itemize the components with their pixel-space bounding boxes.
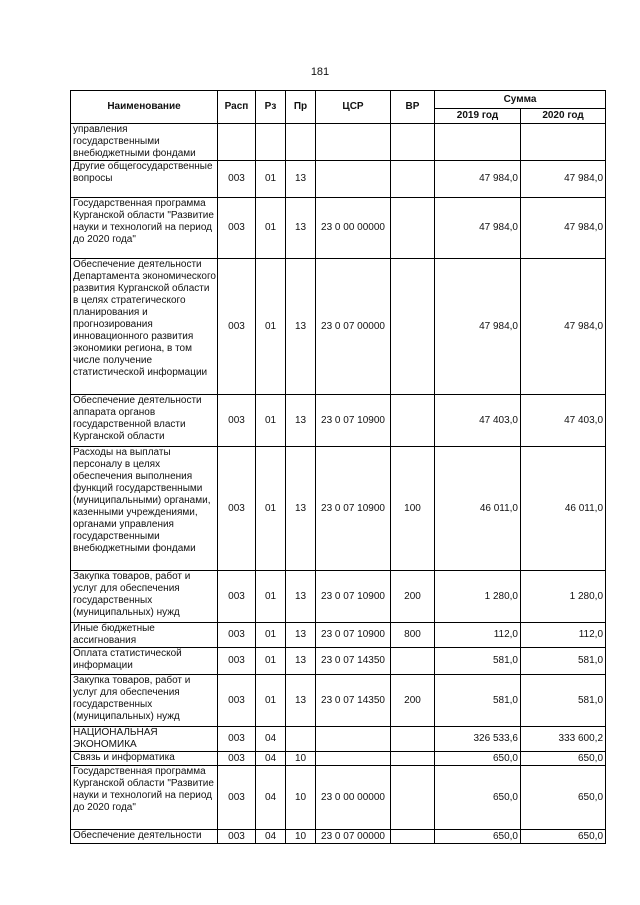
row-pr: 13 (286, 198, 316, 259)
row-rz: 01 (256, 447, 286, 571)
row-rasp: 003 (218, 648, 256, 675)
table-row (71, 571, 606, 623)
row-sum-2019: 47 984,0 (435, 259, 521, 395)
table-row (71, 124, 606, 161)
row-name: Государственная программа Курганской области "Развитие науки и технологий на период до 2020 года" (71, 766, 218, 830)
row-csr: 23 0 07 00000 (316, 830, 391, 844)
row-csr (316, 124, 391, 161)
row-sum-2020: 46 011,0 (521, 447, 606, 571)
row-sum-2020: 650,0 (521, 752, 606, 766)
table-row (71, 161, 606, 198)
row-sum-2019: 47 984,0 (435, 161, 521, 198)
row-vr (391, 648, 435, 675)
row-rz: 01 (256, 623, 286, 648)
row-pr: 13 (286, 395, 316, 447)
row-rz: 01 (256, 675, 286, 727)
row-sum-2020: 650,0 (521, 830, 606, 844)
row-sum-2020: 47 984,0 (521, 161, 606, 198)
row-name: Другие общегосударственные вопросы (71, 161, 218, 198)
row-sum-2020: 47 403,0 (521, 395, 606, 447)
row-rasp: 003 (218, 571, 256, 623)
row-rasp: 003 (218, 675, 256, 727)
row-sum-2019: 650,0 (435, 766, 521, 830)
row-rasp: 003 (218, 766, 256, 830)
row-name: Обеспечение деятельности (71, 830, 218, 844)
row-name: Закупка товаров, работ и услуг для обеспечения государственных (муниципальных) нужд (71, 675, 218, 727)
row-name: Оплата статистической информации (71, 648, 218, 675)
row-rasp: 003 (218, 198, 256, 259)
row-rasp: 003 (218, 395, 256, 447)
row-rasp: 003 (218, 830, 256, 844)
row-csr: 23 0 07 14350 (316, 648, 391, 675)
row-rz: 01 (256, 161, 286, 198)
row-name: Обеспечение деятельности Департамента экономического развития Курганской области в целях стратегического планирования и прогнозирования инновационного развития экономики региона, в том числе получение статистической информации (71, 259, 218, 395)
row-vr (391, 830, 435, 844)
row-vr: 100 (391, 447, 435, 571)
row-csr: 23 0 00 00000 (316, 766, 391, 830)
row-vr (391, 395, 435, 447)
table-row (71, 648, 606, 675)
row-rz: 04 (256, 727, 286, 752)
row-csr: 23 0 00 00000 (316, 198, 391, 259)
table-row (71, 766, 606, 830)
row-rz (256, 124, 286, 161)
row-vr (391, 766, 435, 830)
header-vr: ВР (391, 91, 435, 124)
row-sum-2020: 333 600,2 (521, 727, 606, 752)
row-vr (391, 124, 435, 161)
header-csr: ЦСР (316, 91, 391, 124)
row-pr: 10 (286, 766, 316, 830)
table-row (71, 447, 606, 571)
row-name: Обеспечение деятельности аппарата органов государственной власти Курганской области (71, 395, 218, 447)
row-sum-2019: 581,0 (435, 648, 521, 675)
row-pr: 13 (286, 259, 316, 395)
row-rz: 01 (256, 395, 286, 447)
row-vr: 200 (391, 675, 435, 727)
row-vr (391, 727, 435, 752)
budget-table (70, 90, 606, 844)
table-row (71, 198, 606, 259)
row-sum-2019: 112,0 (435, 623, 521, 648)
row-sum-2019: 326 533,6 (435, 727, 521, 752)
row-sum-2020: 581,0 (521, 648, 606, 675)
header-pr: Пр (286, 91, 316, 124)
table-row (71, 727, 606, 752)
row-rasp: 003 (218, 752, 256, 766)
row-sum-2019: 46 011,0 (435, 447, 521, 571)
header-rasp: Расп (218, 91, 256, 124)
table-row (71, 623, 606, 648)
row-sum-2020 (521, 124, 606, 161)
row-sum-2019: 650,0 (435, 830, 521, 844)
row-vr: 200 (391, 571, 435, 623)
table-row (71, 830, 606, 844)
header-2019: 2019 год (435, 109, 521, 124)
row-sum-2020: 581,0 (521, 675, 606, 727)
row-csr: 23 0 07 10900 (316, 447, 391, 571)
row-sum-2019: 47 984,0 (435, 198, 521, 259)
row-vr: 800 (391, 623, 435, 648)
row-pr (286, 727, 316, 752)
row-sum-2019: 1 280,0 (435, 571, 521, 623)
row-vr (391, 752, 435, 766)
row-rasp: 003 (218, 259, 256, 395)
row-sum-2020: 112,0 (521, 623, 606, 648)
row-sum-2020: 47 984,0 (521, 198, 606, 259)
row-pr: 13 (286, 648, 316, 675)
row-pr: 13 (286, 623, 316, 648)
row-vr (391, 198, 435, 259)
row-pr: 13 (286, 675, 316, 727)
header-name: Наименование (71, 91, 218, 124)
row-csr (316, 752, 391, 766)
header-rz: Рз (256, 91, 286, 124)
row-pr: 13 (286, 571, 316, 623)
row-sum-2020: 650,0 (521, 766, 606, 830)
row-csr: 23 0 07 10900 (316, 395, 391, 447)
table-row (71, 752, 606, 766)
row-sum-2019: 581,0 (435, 675, 521, 727)
row-csr: 23 0 07 10900 (316, 623, 391, 648)
table-row (71, 675, 606, 727)
row-rz: 04 (256, 830, 286, 844)
row-name: Расходы на выплаты персоналу в целях обеспечения выполнения функций государственными (муниципальными) органами, казенными учреждениями, органами управления государственными внебюджетными фондами (71, 447, 218, 571)
row-name: Государственная программа Курганской области "Развитие науки и технологий на период до 2020 года" (71, 198, 218, 259)
table-row (71, 259, 606, 395)
row-vr (391, 161, 435, 198)
row-rasp: 003 (218, 447, 256, 571)
header-sum: Сумма (435, 91, 606, 109)
row-pr: 10 (286, 830, 316, 844)
row-rz: 01 (256, 198, 286, 259)
row-csr: 23 0 07 00000 (316, 259, 391, 395)
row-sum-2020: 1 280,0 (521, 571, 606, 623)
row-rz: 04 (256, 766, 286, 830)
row-pr: 13 (286, 161, 316, 198)
row-pr: 10 (286, 752, 316, 766)
row-rasp: 003 (218, 161, 256, 198)
row-rz: 01 (256, 648, 286, 675)
row-rasp (218, 124, 256, 161)
row-vr (391, 259, 435, 395)
row-rz: 01 (256, 571, 286, 623)
page-number: 181 (310, 66, 330, 78)
row-name: управления государственными внебюджетными фондами (71, 124, 218, 161)
row-csr: 23 0 07 10900 (316, 571, 391, 623)
row-rz: 04 (256, 752, 286, 766)
row-rasp: 003 (218, 727, 256, 752)
row-rz: 01 (256, 259, 286, 395)
row-name: НАЦИОНАЛЬНАЯ ЭКОНОМИКА (71, 727, 218, 752)
row-pr (286, 124, 316, 161)
row-pr: 13 (286, 447, 316, 571)
table-row (71, 395, 606, 447)
row-csr: 23 0 07 14350 (316, 675, 391, 727)
row-name: Закупка товаров, работ и услуг для обеспечения государственных (муниципальных) нужд (71, 571, 218, 623)
row-csr (316, 727, 391, 752)
row-rasp: 003 (218, 623, 256, 648)
row-name: Иные бюджетные ассигнования (71, 623, 218, 648)
header-2020: 2020 год (521, 109, 606, 124)
row-csr (316, 161, 391, 198)
row-name: Связь и информатика (71, 752, 218, 766)
row-sum-2019: 650,0 (435, 752, 521, 766)
row-sum-2019: 47 403,0 (435, 395, 521, 447)
row-sum-2019 (435, 124, 521, 161)
row-sum-2020: 47 984,0 (521, 259, 606, 395)
